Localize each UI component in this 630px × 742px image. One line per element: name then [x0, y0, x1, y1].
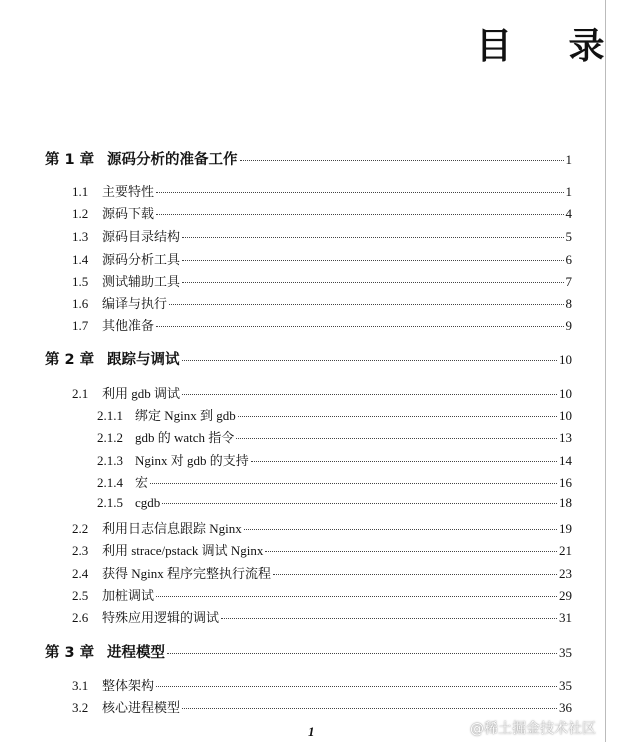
entry-page: 9	[565, 318, 572, 333]
entry-title: 利用日志信息跟踪 Nginx	[102, 521, 242, 536]
entry-page: 1	[565, 184, 572, 199]
entry-page: 23	[559, 566, 572, 581]
toc-chapter-entry[interactable]	[45, 148, 572, 168]
dot-leader	[156, 214, 563, 215]
toc-section-entry[interactable]	[72, 518, 572, 538]
entry-title: Nginx 对 gdb 的支持	[135, 453, 249, 468]
entry-page: 21	[559, 543, 572, 558]
entry-page: 14	[559, 453, 572, 468]
dot-leader	[236, 438, 557, 439]
toc-section-entry[interactable]	[72, 315, 572, 335]
toc-section-entry[interactable]	[72, 226, 572, 246]
dot-leader	[182, 237, 563, 238]
dot-leader	[182, 360, 558, 361]
entry-title: 获得 Nginx 程序完整执行流程	[102, 566, 272, 581]
entry-number: 第 3 章	[45, 645, 95, 661]
toc-section-entry[interactable]	[97, 472, 572, 492]
entry-page: 8	[565, 296, 572, 311]
toc-section-entry[interactable]	[97, 450, 572, 470]
entry-number: 2.6	[72, 610, 89, 625]
dot-leader	[238, 416, 557, 417]
dot-leader	[221, 618, 557, 619]
entry-page: 6	[565, 252, 572, 267]
entry-title: 编译与执行	[102, 296, 168, 311]
dot-leader	[156, 192, 563, 193]
entry-number: 1.5	[72, 274, 89, 289]
toc-section-entry[interactable]	[72, 585, 572, 605]
entry-page: 10	[559, 386, 572, 401]
dot-leader	[182, 394, 557, 395]
dot-leader	[156, 596, 557, 597]
entry-title: 核心进程模型	[102, 700, 181, 715]
entry-title: 利用 gdb 调试	[102, 386, 181, 401]
entry-number: 1.6	[72, 296, 89, 311]
toc-section-entry[interactable]	[72, 271, 572, 291]
entry-number: 2.1.2	[97, 430, 123, 445]
entry-title: 跟踪与调试	[107, 352, 180, 368]
toc-section-entry[interactable]	[72, 181, 572, 201]
entry-number: 2.5	[72, 588, 89, 603]
entry-title: 进程模型	[107, 645, 165, 661]
entry-page: 1	[565, 152, 572, 167]
toc-section-entry[interactable]	[97, 495, 572, 515]
entry-number: 1.4	[72, 252, 89, 267]
entry-page: 13	[559, 430, 572, 445]
toc-section-entry[interactable]	[72, 293, 572, 313]
dot-leader	[156, 326, 563, 327]
dot-leader	[244, 529, 557, 530]
dot-leader	[273, 574, 557, 575]
toc-section-entry[interactable]	[72, 540, 572, 560]
entry-number: 2.1.1	[97, 408, 123, 423]
entry-page: 18	[559, 495, 572, 510]
entry-title: 特殊应用逻辑的调试	[102, 610, 220, 625]
entry-number: 第 2 章	[45, 352, 95, 368]
page-number: 1	[308, 724, 315, 739]
entry-page: 10	[559, 408, 572, 423]
entry-title: 利用 strace/pstack 调试 Nginx	[102, 543, 264, 558]
toc-section-entry[interactable]	[72, 563, 572, 583]
dot-leader	[156, 686, 557, 687]
dot-leader	[240, 160, 564, 161]
entry-title: 其他准备	[102, 318, 155, 333]
entry-number: 1.1	[72, 184, 89, 199]
entry-number: 2.1.5	[97, 495, 123, 510]
entry-number: 1.3	[72, 229, 89, 244]
dot-leader	[265, 551, 557, 552]
entry-number: 2.1.3	[97, 453, 123, 468]
entry-number: 2.1	[72, 386, 89, 401]
entry-title: cgdb	[135, 495, 161, 510]
entry-number: 1.7	[72, 318, 89, 333]
dot-leader	[150, 483, 557, 484]
entry-number: 第 1 章	[45, 152, 95, 168]
toc-section-entry[interactable]	[97, 427, 572, 447]
entry-number: 2.2	[72, 521, 89, 536]
entry-number: 2.4	[72, 566, 89, 581]
entry-title: 源码目录结构	[102, 229, 181, 244]
dot-leader	[162, 503, 557, 504]
entry-title: gdb 的 watch 指令	[135, 430, 235, 445]
toc-section-entry[interactable]	[72, 203, 572, 223]
entry-page: 4	[565, 206, 572, 221]
entry-page: 19	[559, 521, 572, 536]
entry-page: 10	[559, 352, 572, 367]
entry-number: 2.3	[72, 543, 89, 558]
entry-page: 29	[559, 588, 572, 603]
toc-section-entry[interactable]	[72, 383, 572, 403]
toc-title: 目 录	[476, 25, 627, 67]
toc-chapter-entry[interactable]	[45, 348, 572, 368]
toc-section-entry[interactable]	[72, 675, 572, 695]
entry-title: 加桩调试	[102, 588, 155, 603]
entry-number: 3.1	[72, 678, 89, 693]
dot-leader	[167, 653, 557, 654]
entry-title: 绑定 Nginx 到 gdb	[135, 408, 236, 423]
entry-page: 35	[559, 645, 572, 660]
entry-title: 宏	[135, 475, 149, 490]
entry-title: 源码分析的准备工作	[107, 152, 238, 168]
page-edge-divider	[605, 0, 606, 742]
entry-number: 2.1.4	[97, 475, 123, 490]
dot-leader	[182, 708, 557, 709]
entry-page: 31	[559, 610, 572, 625]
dot-leader	[251, 461, 557, 462]
toc-section-entry[interactable]	[72, 697, 572, 717]
entry-page: 7	[565, 274, 572, 289]
entry-title: 整体架构	[102, 678, 155, 693]
entry-page: 36	[559, 700, 572, 715]
entry-number: 1.2	[72, 206, 89, 221]
entry-title: 测试辅助工具	[102, 274, 181, 289]
dot-leader	[182, 260, 563, 261]
toc-section-entry[interactable]	[97, 405, 572, 425]
entry-title: 主要特性	[102, 184, 155, 199]
entry-number: 3.2	[72, 700, 89, 715]
dot-leader	[169, 304, 563, 305]
watermark: @稀土掘金技术社区	[470, 721, 596, 737]
entry-page: 16	[559, 475, 572, 490]
dot-leader	[182, 282, 563, 283]
toc-section-entry[interactable]	[72, 607, 572, 627]
entry-page: 35	[559, 678, 572, 693]
entry-title: 源码分析工具	[102, 252, 181, 267]
entry-page: 5	[565, 229, 572, 244]
toc-section-entry[interactable]	[72, 249, 572, 269]
entry-title: 源码下载	[102, 206, 155, 221]
toc-chapter-entry[interactable]	[45, 641, 572, 661]
